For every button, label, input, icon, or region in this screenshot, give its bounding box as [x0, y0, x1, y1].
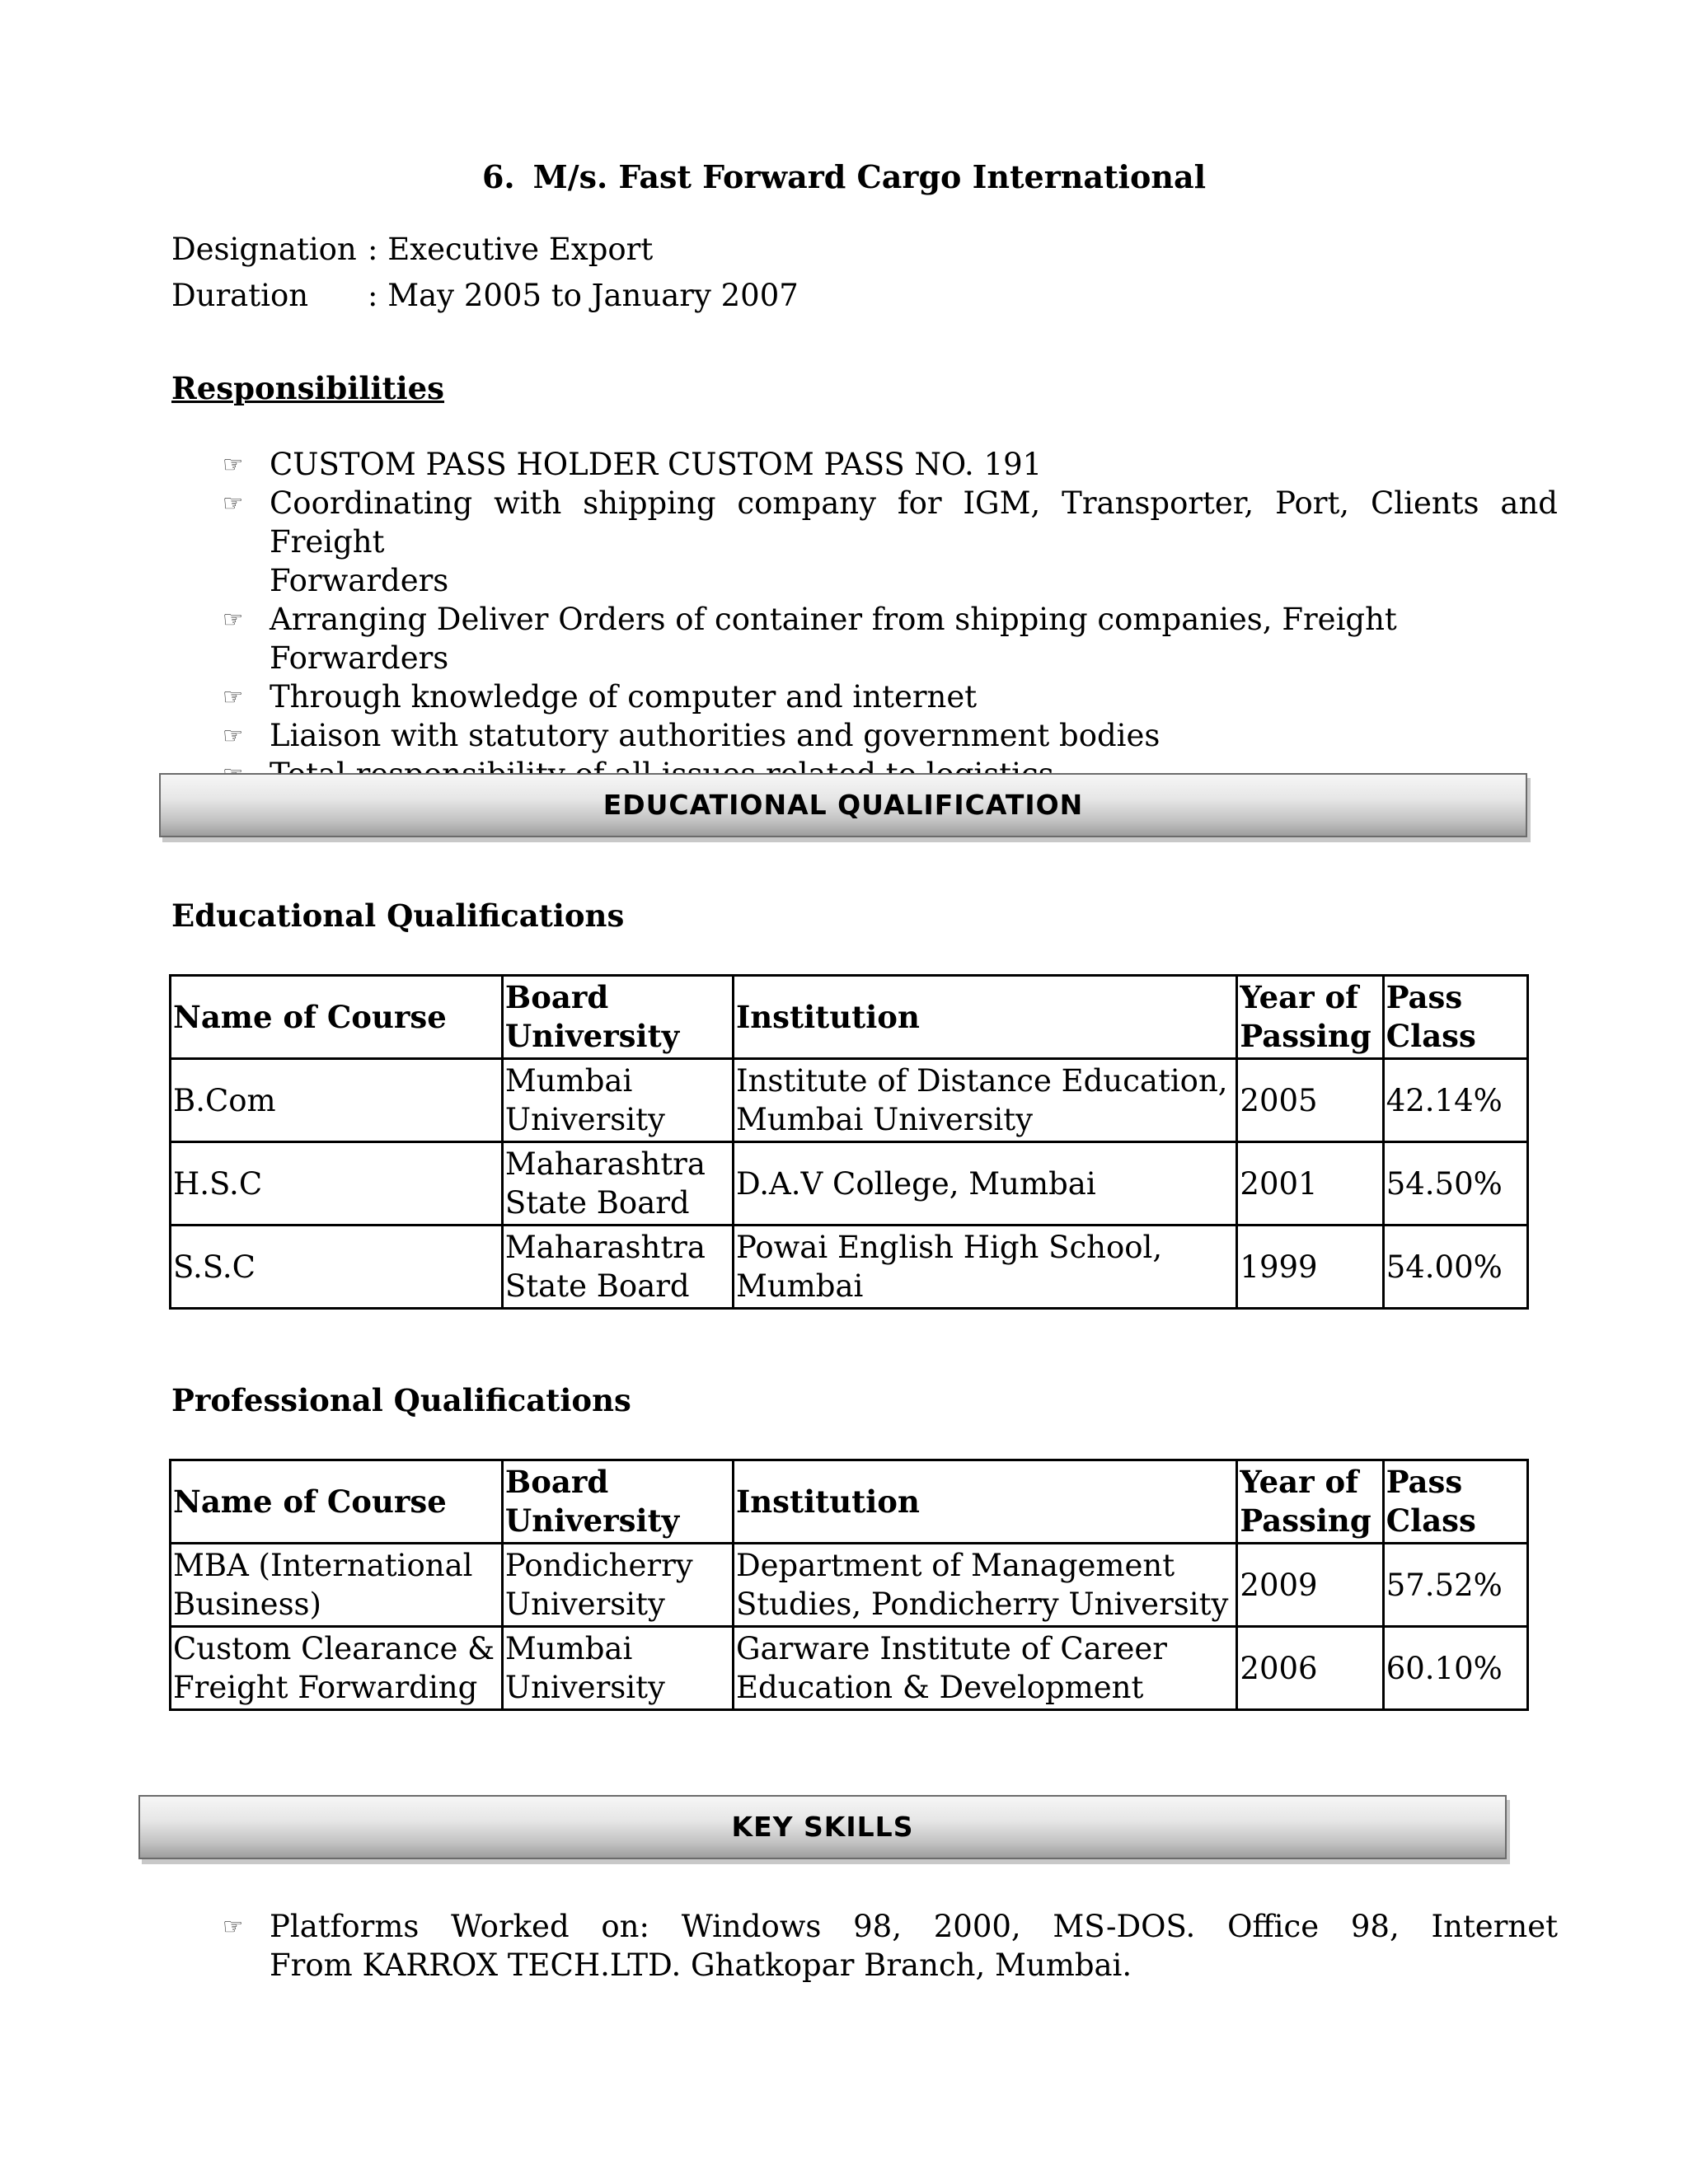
designation-label: Designation	[171, 232, 357, 267]
table-row	[171, 1226, 1528, 1309]
cell-course: B.Com	[171, 1059, 503, 1142]
cell-class: 54.50%	[1383, 1142, 1527, 1226]
pointing-hand-icon: ☞	[223, 1913, 244, 1940]
cell-course: MBA (International Business)	[171, 1544, 503, 1627]
cell-class: 60.10%	[1383, 1627, 1527, 1710]
pointing-hand-icon: ☞	[223, 683, 244, 710]
professional-table	[169, 1459, 1529, 1711]
list-item-continuation: Forwarders	[270, 563, 449, 598]
pointing-hand-icon: ☞	[223, 451, 244, 478]
skills-list	[223, 1907, 1558, 1985]
header-institution: Institution	[733, 976, 1236, 1059]
cell-year: 2005	[1237, 1059, 1383, 1142]
educational-table	[169, 974, 1529, 1310]
cell-institution: Garware Institute of Career Education & Development	[733, 1627, 1236, 1710]
pointing-hand-icon: ☞	[223, 490, 244, 517]
list-item: ☞ Liaison with statutory authorities and government bodies	[223, 718, 1160, 753]
job-number: 6.	[481, 158, 515, 195]
header-board: Board University	[502, 976, 733, 1059]
cell-course: H.S.C	[171, 1142, 503, 1226]
duration-label: Duration	[171, 278, 309, 313]
cell-class: 57.52%	[1383, 1544, 1527, 1627]
cell-board: Maharashtra State Board	[502, 1142, 733, 1226]
pointing-hand-icon: ☞	[223, 722, 244, 749]
cell-board: Pondicherry University	[502, 1544, 733, 1627]
table-row	[171, 1627, 1528, 1710]
cell-board: Mumbai University	[502, 1627, 733, 1710]
educational-heading: Educational Qualifications	[171, 898, 625, 934]
cell-course: Custom Clearance & Freight Forwarding	[171, 1627, 503, 1710]
header-board: Board University	[502, 1460, 733, 1544]
educational-qualification-band: EDUCATIONAL QUALIFICATION	[159, 773, 1527, 837]
cell-board: Mumbai University	[502, 1059, 733, 1142]
header-course: Name of Course	[171, 1460, 503, 1544]
key-skills-band: KEY SKILLS	[138, 1795, 1507, 1859]
table-header-row	[171, 976, 1528, 1059]
cell-institution: Powai English High School, Mumbai	[733, 1226, 1236, 1309]
header-course: Name of Course	[171, 976, 503, 1059]
cell-course: S.S.C	[171, 1226, 503, 1309]
list-item: ☞ Through knowledge of computer and internet	[223, 679, 978, 715]
cell-board: Maharashtra State Board	[502, 1226, 733, 1309]
designation-value: : Executive Export	[368, 232, 654, 267]
header-year: Year of Passing	[1237, 976, 1383, 1059]
cell-year: 2009	[1237, 1544, 1383, 1627]
list-item: ☞ Platforms Worked on: Windows 98, 2000, MS-DOS. Office 98, Internet	[223, 1909, 1558, 1944]
cell-class: 42.14%	[1383, 1059, 1527, 1142]
header-institution: Institution	[733, 1460, 1236, 1544]
cell-year: 2006	[1237, 1627, 1383, 1710]
duration-value: : May 2005 to January 2007	[368, 278, 799, 313]
cell-year: 2001	[1237, 1142, 1383, 1226]
responsibilities-heading: Responsibilities	[171, 370, 445, 406]
table-row	[171, 1544, 1528, 1627]
header-class: Pass Class	[1383, 1460, 1527, 1544]
cell-class: 54.00%	[1383, 1226, 1527, 1309]
table-header-row	[171, 1460, 1528, 1544]
list-item: ☞ CUSTOM PASS HOLDER CUSTOM PASS NO. 191	[223, 447, 1043, 482]
list-item: ☞ Coordinating with shipping company for IGM, Transporter, Port, Clients and Freight	[223, 485, 1558, 560]
cell-institution: Department of Management Studies, Pondicherry University	[733, 1544, 1236, 1627]
pointing-hand-icon: ☞	[223, 606, 244, 633]
responsibilities-list	[223, 445, 1558, 794]
company-name: M/s. Fast Forward Cargo International	[532, 158, 1207, 195]
designation-row	[171, 229, 653, 270]
professional-heading: Professional Qualifications	[171, 1382, 631, 1418]
cell-year: 1999	[1237, 1226, 1383, 1309]
duration-row	[171, 275, 799, 316]
job-title	[0, 157, 1688, 198]
header-class: Pass Class	[1383, 976, 1527, 1059]
list-item: ☞ Arranging Deliver Orders of container from shipping companies, Freight Forwarders	[223, 602, 1397, 676]
cell-institution: Institute of Distance Education, Mumbai University	[733, 1059, 1236, 1142]
header-year: Year of Passing	[1237, 1460, 1383, 1544]
table-row	[171, 1142, 1528, 1226]
table-row	[171, 1059, 1528, 1142]
cell-institution: D.A.V College, Mumbai	[733, 1142, 1236, 1226]
list-item-continuation: From KARROX TECH.LTD. Ghatkopar Branch, Mumbai.	[270, 1947, 1132, 1983]
